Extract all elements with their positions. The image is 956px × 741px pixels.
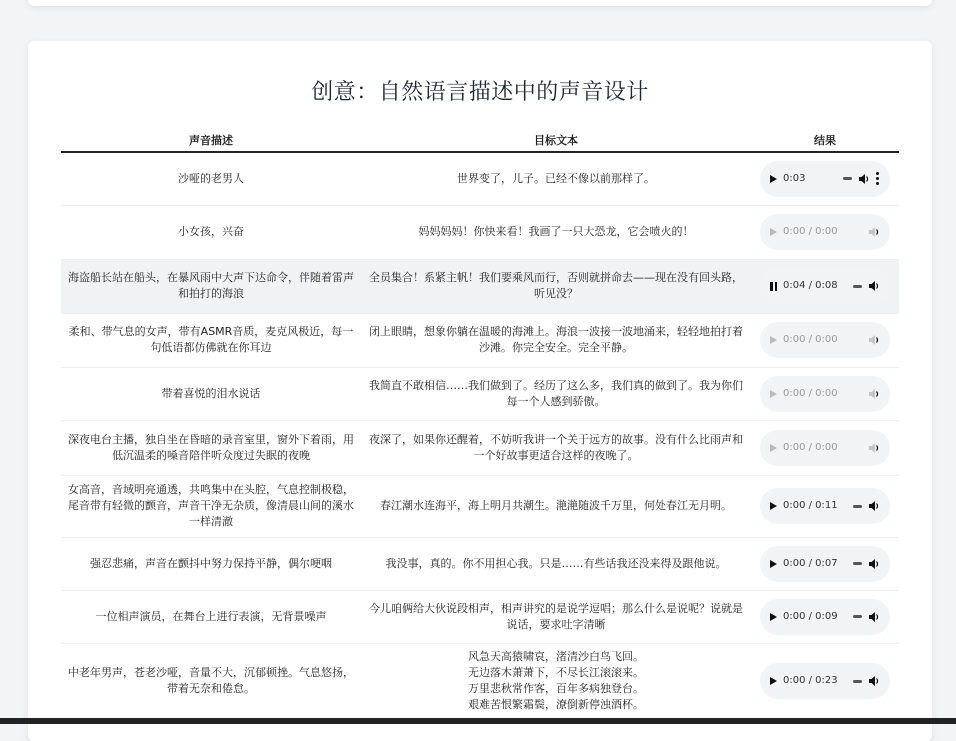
table-row xyxy=(61,590,899,643)
result-cell xyxy=(751,537,899,590)
progress-slider[interactable] xyxy=(853,285,862,288)
target-text-cell: 夜深了，如果你还醒着，不妨听我讲一个关于远方的故事。没有什么比雨声和一个好故事更适合这样的夜晚了。 xyxy=(361,420,751,475)
progress-slider[interactable] xyxy=(853,615,862,618)
audio-player[interactable] xyxy=(760,322,890,358)
progress-slider[interactable] xyxy=(843,177,852,180)
audio-player[interactable] xyxy=(760,663,890,699)
play-icon[interactable] xyxy=(770,336,777,344)
result-cell xyxy=(751,590,899,643)
play-icon[interactable] xyxy=(770,444,777,452)
voice-description-cell: 中老年男声，苍老沙哑，音量不大，沉郁顿挫。气息悠扬，带着无奈和倦怠。 xyxy=(61,643,361,719)
audio-time: 0:00 / 0:07 xyxy=(783,557,838,569)
volume-icon[interactable] xyxy=(868,442,880,454)
target-text-cell: 我简直不敢相信……我们做到了。经历了这么多，我们真的做到了。我为你们每一个人感到骄傲。 xyxy=(361,367,751,420)
volume-icon[interactable] xyxy=(858,173,870,185)
volume-icon[interactable] xyxy=(868,500,880,512)
progress-slider[interactable] xyxy=(853,680,862,683)
target-text-cell: 今儿咱俩给大伙说段相声，相声讲究的是说学逗唱；那么什么是说呢？说就是说话，要求吐字清晰 xyxy=(361,590,751,643)
target-text-cell: 风急天高猿啸哀，渚清沙白鸟飞回。 无边落木萧萧下，不尽长江滚滚来。 万里悲秋常作客，百年多病独登台。 艰难苦恨繁霜鬓，潦倒新停浊酒杯。 xyxy=(361,643,751,719)
voice-description-cell: 带着喜悦的泪水说话 xyxy=(61,367,361,420)
progress-slider[interactable] xyxy=(853,505,862,508)
voice-description-cell: 深夜电台主播，独自坐在昏暗的录音室里，窗外下着雨，用低沉温柔的嗓音陪伴听众度过失眠的夜晚 xyxy=(61,420,361,475)
voice-description-cell: 一位相声演员，在舞台上进行表演，无背景噪声 xyxy=(61,590,361,643)
audio-time: 0:03 xyxy=(783,172,806,184)
volume-icon[interactable] xyxy=(868,280,880,292)
volume-icon[interactable] xyxy=(868,226,880,238)
play-icon[interactable] xyxy=(770,228,777,236)
audio-time: 0:00 / 0:00 xyxy=(783,441,838,453)
volume-icon[interactable] xyxy=(868,675,880,687)
voice-design-section xyxy=(28,41,932,741)
result-cell xyxy=(751,643,899,719)
audio-time: 0:00 / 0:00 xyxy=(783,387,838,399)
previous-section-card xyxy=(28,0,932,6)
target-text-cell: 全员集合！系紧主帆！我们要乘风而行，否则就拼命去——现在没有回头路，听见没？ xyxy=(361,259,751,313)
result-cell xyxy=(751,475,899,537)
audio-player[interactable] xyxy=(760,161,890,197)
table-body xyxy=(61,152,899,719)
header-text: 目标文本 xyxy=(361,129,751,152)
table-row xyxy=(61,259,899,313)
target-text-cell: 妈妈妈妈！你快来看！我画了一只大恐龙，它会喷火的！ xyxy=(361,205,751,259)
audio-player[interactable] xyxy=(760,430,890,466)
audio-player[interactable] xyxy=(760,599,890,635)
audio-player[interactable] xyxy=(760,268,890,304)
audio-time: 0:00 / 0:00 xyxy=(783,334,838,345)
section-title: 创意：自然语言描述中的声音设计 xyxy=(311,80,649,105)
table-row xyxy=(61,152,899,205)
header-desc: 声音描述 xyxy=(61,129,361,152)
result-cell xyxy=(751,420,899,475)
volume-icon[interactable] xyxy=(868,611,880,623)
header-result: 结果 xyxy=(751,129,899,152)
volume-icon[interactable] xyxy=(868,334,880,346)
play-icon[interactable] xyxy=(770,175,777,183)
target-text-cell: 世界变了，儿子。已经不像以前那样了。 xyxy=(361,152,751,205)
voice-description-cell: 女高音，音域明亮通透，共鸣集中在头腔，气息控制极稳，尾音带有轻微的颤音，声音干净无杂质，像清晨山间的溪水一样清澈 xyxy=(61,475,361,537)
volume-icon[interactable] xyxy=(868,388,880,400)
voice-description-cell: 小女孩，兴奋 xyxy=(61,205,361,259)
progress-slider[interactable] xyxy=(853,562,862,565)
table-header-row xyxy=(61,129,899,152)
play-icon[interactable] xyxy=(770,390,777,398)
play-icon[interactable] xyxy=(770,613,777,621)
volume-icon[interactable] xyxy=(868,558,880,570)
voice-description-cell: 强忍悲痛，声音在颤抖中努力保持平静，偶尔哽咽 xyxy=(61,537,361,590)
play-icon[interactable] xyxy=(770,502,777,510)
result-cell xyxy=(751,205,899,259)
target-text-cell: 春江潮水连海平，海上明月共潮生。滟滟随波千万里，何处春江无月明。 xyxy=(361,475,751,537)
taskbar-strip xyxy=(0,718,956,724)
samples-table xyxy=(61,129,899,720)
audio-time: 0:00 / 0:11 xyxy=(783,500,838,511)
table-row xyxy=(61,475,899,537)
audio-player[interactable] xyxy=(760,376,890,412)
voice-description-cell: 柔和、带气息的女声，带有ASMR音质，麦克风极近，每一句低语都仿佛就在你耳边 xyxy=(61,313,361,367)
result-cell xyxy=(751,313,899,367)
table-row xyxy=(61,420,899,475)
table-row xyxy=(61,367,899,420)
target-text-cell: 闭上眼睛，想象你躺在温暖的海滩上。海浪一波接一波地涌来，轻轻地拍打着沙滩。你完全安全。完全平静。 xyxy=(361,313,751,367)
result-cell xyxy=(751,152,899,205)
target-text-cell: 我没事，真的。你不用担心我。只是……有些话我还没来得及跟他说。 xyxy=(361,537,751,590)
result-cell xyxy=(751,367,899,420)
voice-description-cell: 海盗船长站在船头，在暴风雨中大声下达命令，伴随着雷声和拍打的海浪 xyxy=(61,259,361,313)
result-cell xyxy=(751,259,899,313)
table-row xyxy=(61,537,899,590)
pause-icon[interactable] xyxy=(770,282,777,291)
play-icon[interactable] xyxy=(770,677,777,685)
audio-time: 0:04 / 0:08 xyxy=(783,280,838,291)
table-row xyxy=(61,313,899,367)
audio-time: 0:00 / 0:09 xyxy=(783,610,838,622)
more-options-icon[interactable] xyxy=(876,172,880,185)
audio-player[interactable] xyxy=(760,214,890,250)
audio-time: 0:00 / 0:23 xyxy=(783,675,838,686)
audio-player[interactable] xyxy=(760,546,890,582)
table-row xyxy=(61,643,899,719)
play-icon[interactable] xyxy=(770,560,777,568)
audio-player[interactable] xyxy=(760,488,890,524)
table-row xyxy=(61,205,899,259)
audio-time: 0:00 / 0:00 xyxy=(783,226,838,237)
voice-description-cell: 沙哑的老男人 xyxy=(61,152,361,205)
